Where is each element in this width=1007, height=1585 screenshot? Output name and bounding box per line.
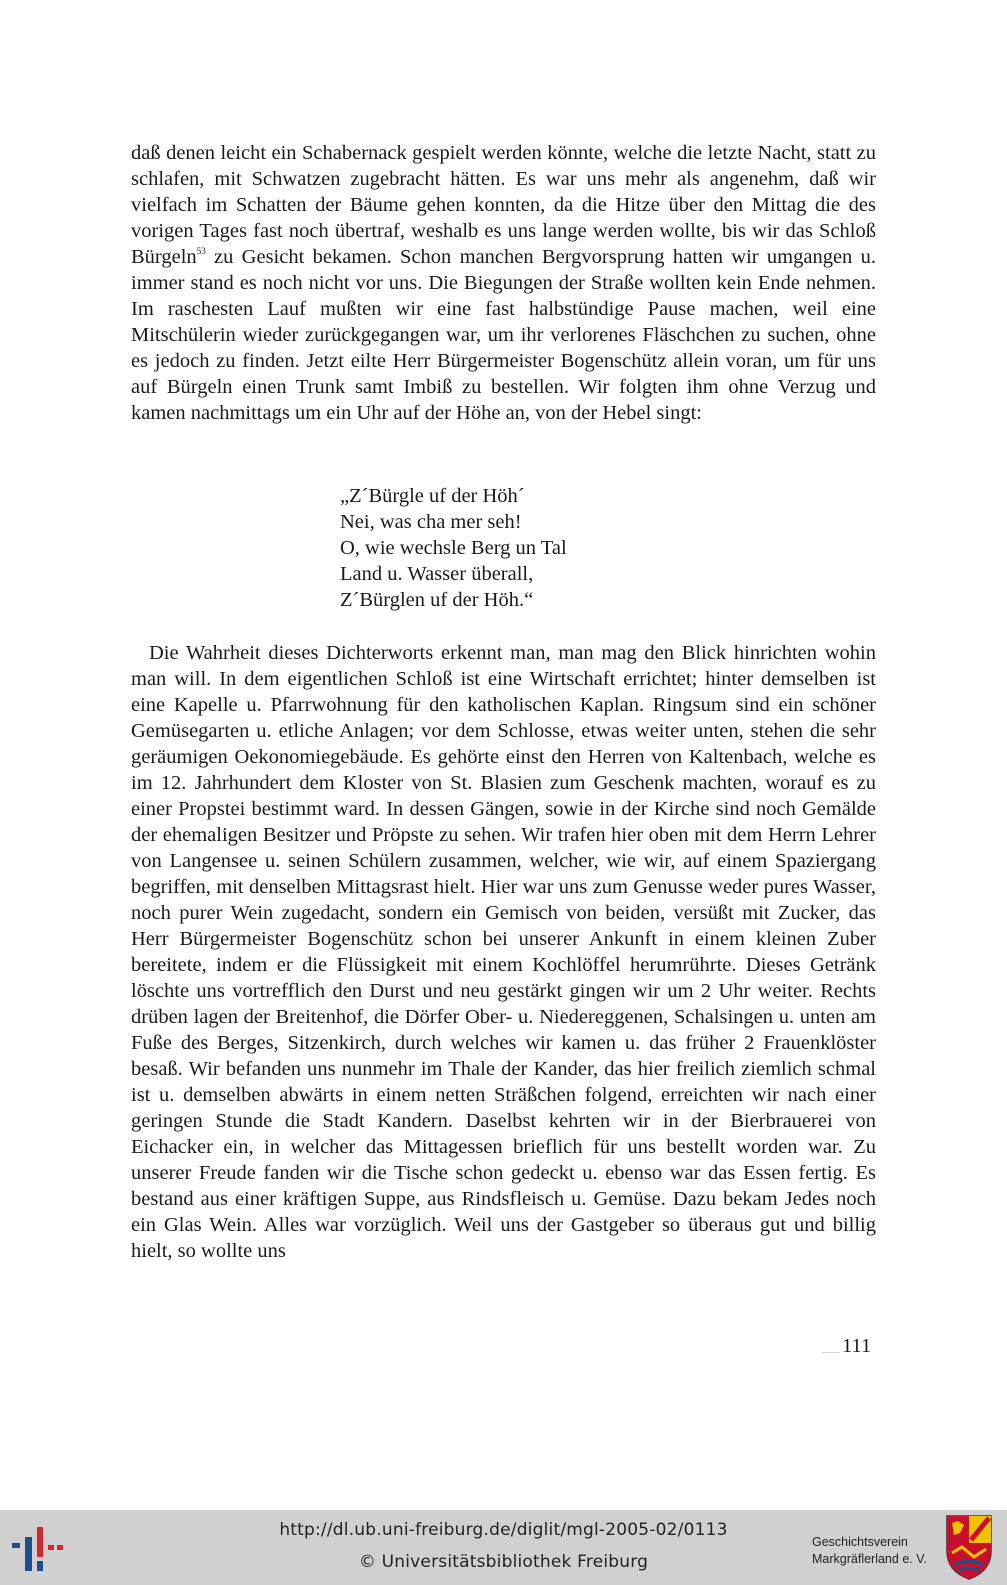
footnote-reference[interactable]: 53 [196,246,206,256]
poem-line: Z´Bürglen uf der Höh.“ [340,589,534,611]
paragraph: Die Wahrheit dieses Dichterworts erkennt man, man mag den Blick hinrichten wohin man will. In dem eigentlichen Schloß ist eine Wirtschaft errichtet; hinter demselben ist eine Kapelle u. Pfarrwohnung für den katholischen Kaplan. Ringsum sind ein schöner Gemüsegarten u. etliche Anlagen; vor dem Schlosse, etwas weiter unten, stehen die sehr geräumigen Oekonomiegebäude. Es gehörte einst den Herren von Kaltenbach, welche es im 12. Jahrhundert dem Kloster von St. Blasien zum Geschenk machten, worauf es zu einer Propstei bestimmt ward. In dessen Gängen, sowie in der Kirche sind noch Gemälde der ehemaligen Besitzer und Pröpste zu sehen. Wir trafen hier oben mit dem Herrn Lehrer von Langensee u. seinen Schülern zusammen, welcher, wie wir, auf einem Spaziergang begriffen, mit denselben Mittagsrast hielt. Hier war uns zum Genusse weder pures Wasser, noch purer Wein zugedacht, sondern ein Gemisch von beiden, versüßt mit Zucker, das Herr Bürgermeister Bogenschütz schon bei unserer Ankunft in einem kleinen Zuber bereitete, indem er die Flüssigkeit mit einem Kochlöffel herumrührte. Dieses Getränk löschte uns vortrefflich den Durst und neu gestärkt gingen wir um 2 Uhr weiter. Rechts drüben lagen der Breitenhof, die Dörfer Ober- u. Niedereggenen, Schalsingen u. unten am Fuße des Berges, Sitzenkirch, durch welches wir kamen u. das früher 2 Frauenklöster besaß. Wir befanden uns nunmehr im Thale der Kander, das hier freilich ziemlich schmal ist u. demselben abwärts in einem netten Sträßchen folgend, erreichten wir nach einer geringen Stunde die Stadt Kandern. Daselbst kehrten wir in der Bierbrauerei von Eichacker ein, in welcher das Mittagessen brieflich für uns bestellt worden war. Zu unserer Freude fanden wir die Tische schon gedeckt u. ebenso war das Essen fertig. Es bestand aus einer kräftigen Suppe, aus Rindsfleisch u. Gemüse. Dazu bekam Jedes noch ein Glas Wein. Alles war vorzüglich. Weil uns der Gastgeber so überaus gut und billig hielt, so wollte uns [131,642,876,1262]
page-number: 111 [842,1335,872,1357]
society-name [812,1534,927,1568]
poem-quote [340,483,567,613]
coat-of-arms-icon [944,1513,994,1581]
copyright-notice: © Universitätsbibliothek Freiburg [358,1552,649,1572]
poem-line: Nei, was cha mer seh! [340,511,522,533]
poem-line: Land u. Wasser überall, [340,563,534,585]
document-url-link[interactable]: http://dl.ub.uni-freiburg.de/diglit/mgl-2005-02/0113 [279,1520,728,1540]
divider [822,1352,840,1353]
poem-line: „Z´Bürgle uf der Höh´ [340,485,525,507]
poem-line: O, wie wechsle Berg un Tal [340,537,567,559]
society-name-line: Geschichtsverein [812,1535,908,1549]
society-name-line: Markgräflerland e. V. [812,1552,927,1566]
paragraph [131,140,876,426]
paragraph-text: zu Gesicht bekamen. Schon manchen Bergvorsprung hatten wir umgangen u. immer stand es noch nicht vor uns. Die Biegungen der Straße wollten kein Ende nehmen. Im raschesten Lauf mußten wir eine fast halbstündige Pause machen, weil eine Mitschülerin wieder zurückgegangen war, um ihr verlorenes Fläschchen zu suchen, ohne es jedoch zu finden. Jetzt eilte Herr Bürgermeister Bogenschütz allein voran, um für uns auf Bürgeln einen Trunk samt Imbiß zu bestellen. Wir folgten ihm ohne Verzug und kamen nachmittags um ein Uhr auf der Höhe an, von der Hebel singt: [131,246,876,424]
paragraph-text: daß denen leicht ein Schabernack gespielt werden könnte, welche die letzte Nacht, statt zu schlafen, mit Schwatzen zugebracht hätten. Es war uns mehr als angenehm, daß wir vielfach im Schatten der Bäume gehen konnten, da die Hitze über den Mittag die des vorigen Tages fast noch übertraf, weshalb es uns lange werden wollte, bis wir das Schloß Bürgeln [131,142,876,268]
footer-bar [0,1510,1007,1585]
